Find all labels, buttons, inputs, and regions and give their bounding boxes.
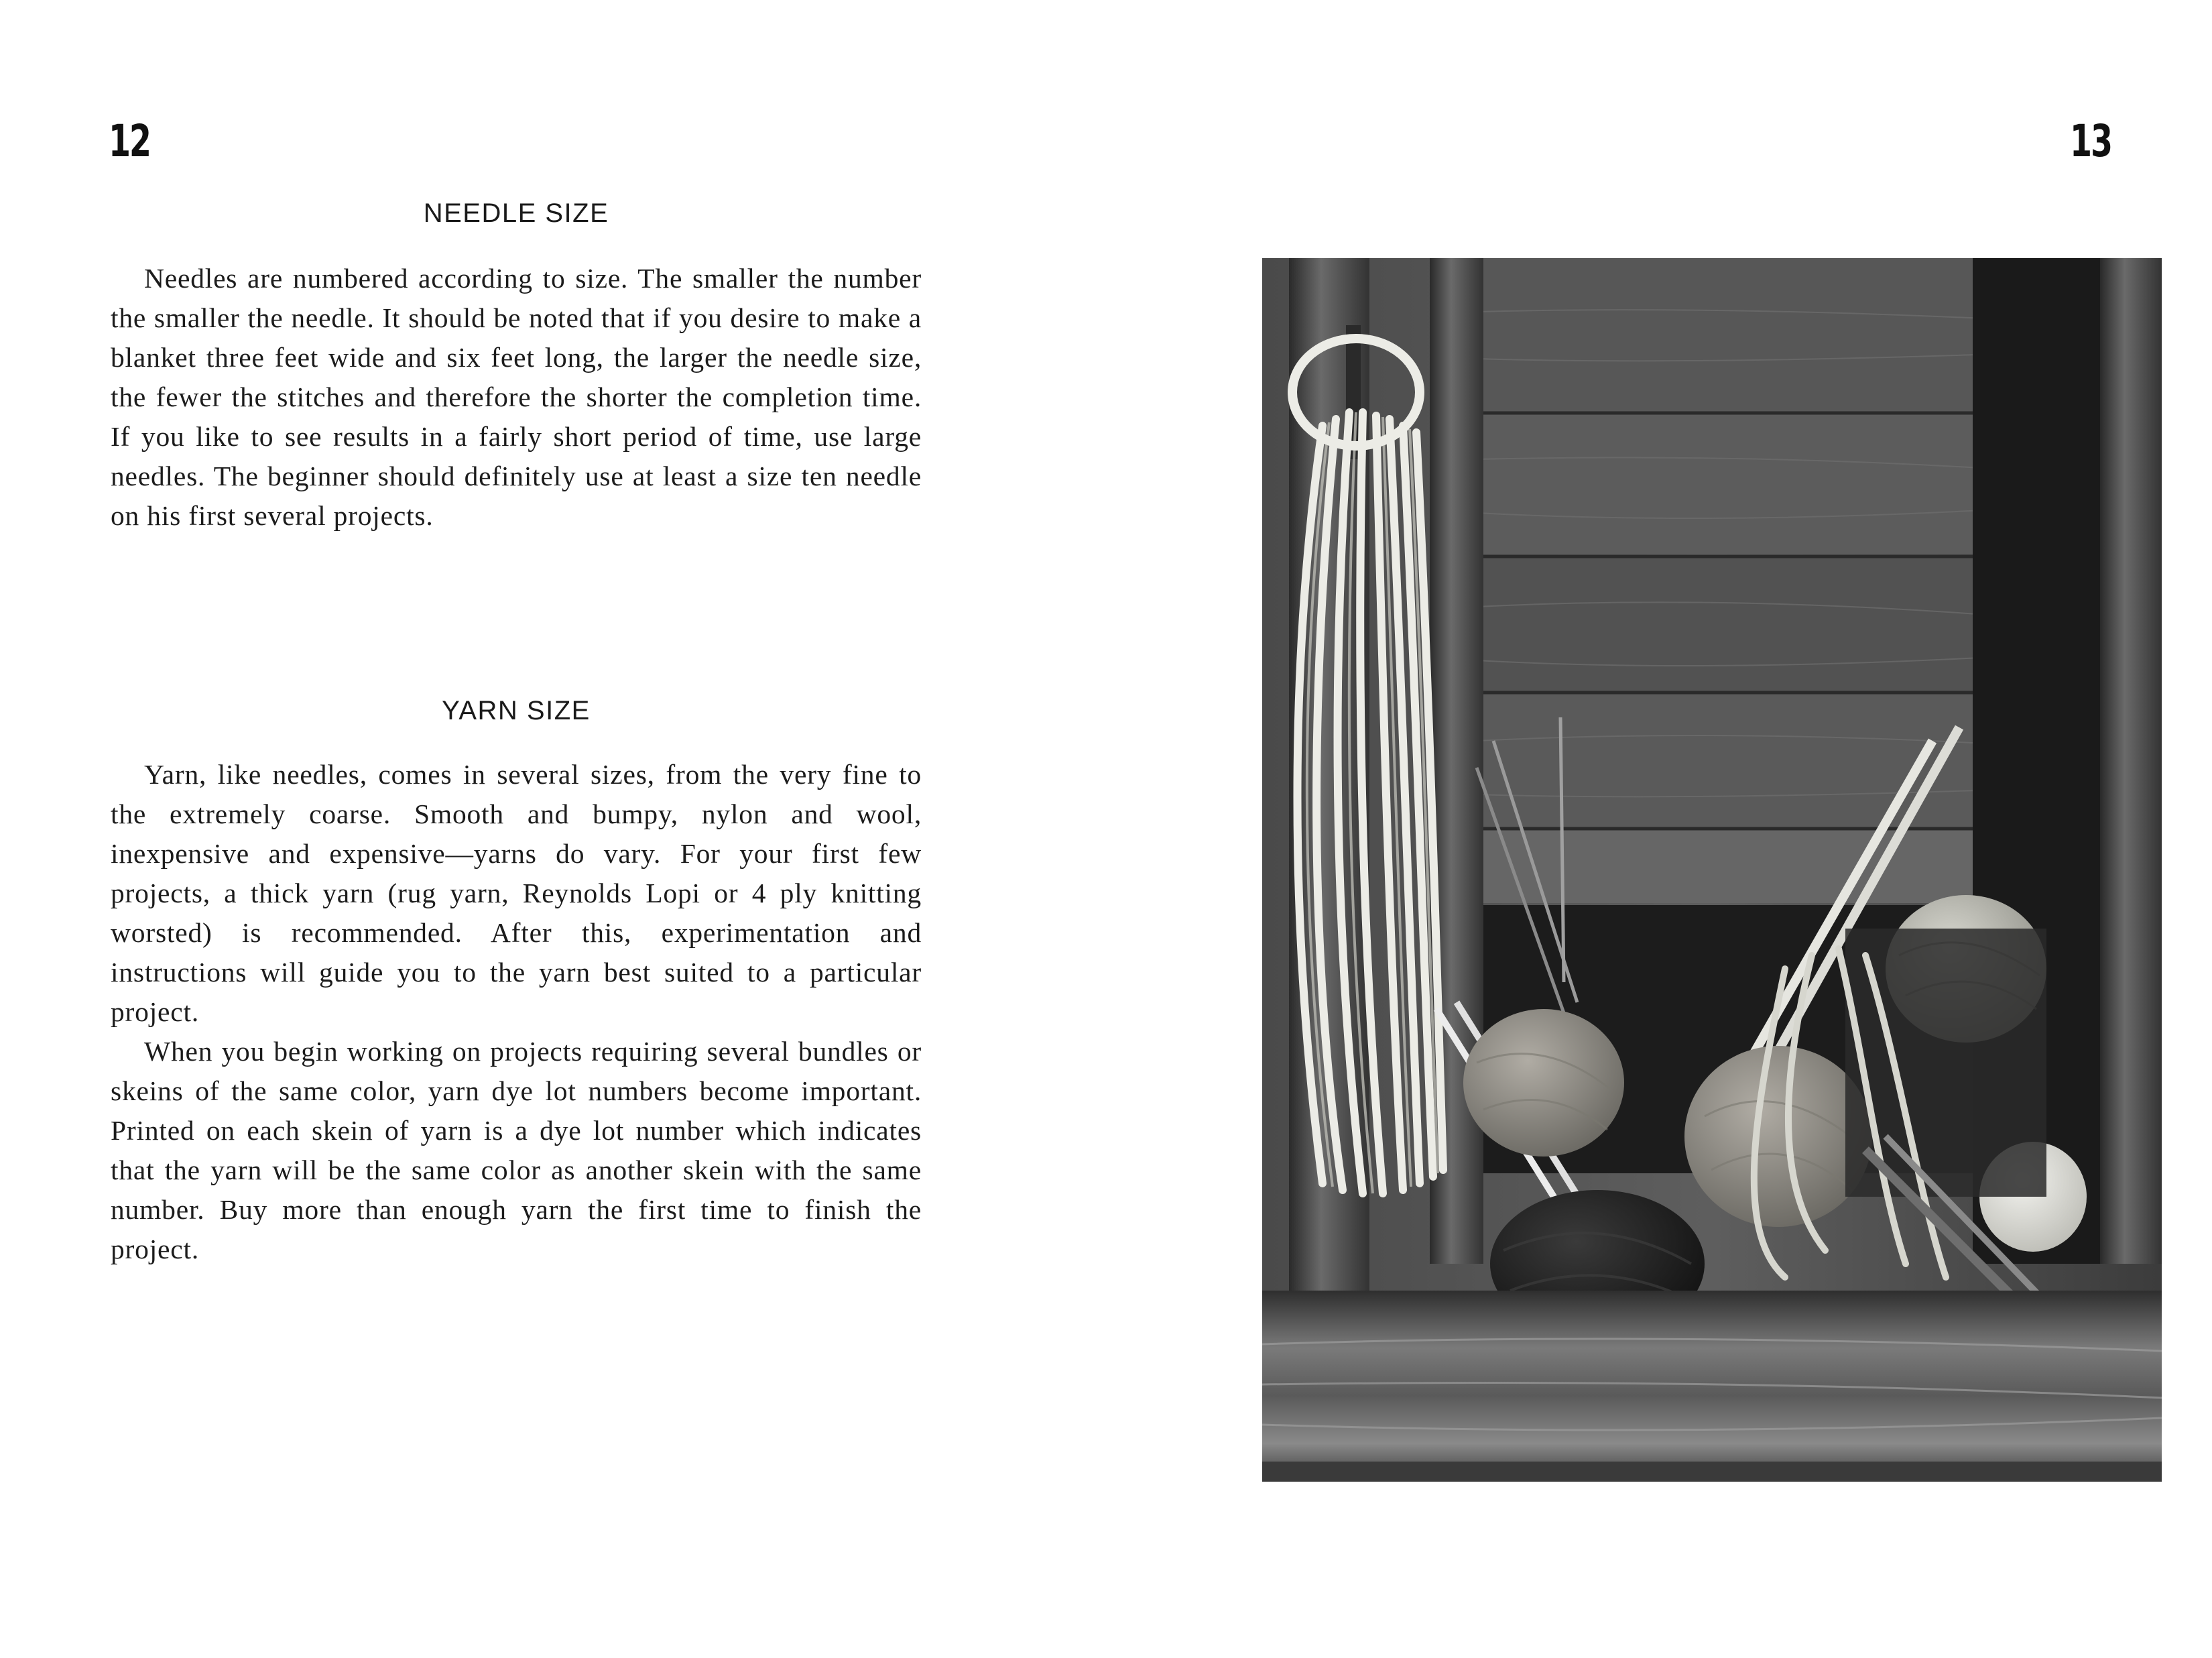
paragraph: Yarn, like needles, comes in several sizes, from the very fine to the extremely coarse. Smooth and bumpy, nylon and wool, inexpensive and expensive—yarns do vary. For your first few projects, a thick yarn (rug yarn, Reynolds Lopi or 4 ply knitting worsted) is recommended. After this, experimentation and instructions will guide you to the yarn best suited to a particular project. [111, 759, 922, 1027]
section-heading-needle-size: NEEDLE SIZE [423, 198, 609, 228]
paragraph: Needles are numbered according to size. The smaller the number the smaller the needle. It should be noted that if you desire to make a blanket three feet wide and six feet long, the larger the needle size, the fewer the stitches and therefore the shorter the completion time. If you like to see results in a fairly short period of time, use large needles. The beginner should definitely use at least a size ten needle on his first several projects. [111, 263, 922, 531]
page-number-right: 13 [2070, 115, 2111, 167]
yarn-size-body [111, 755, 922, 1269]
section-heading-yarn-size: YARN SIZE [442, 696, 591, 725]
paragraph: When you begin working on projects requiring several bundles or skeins of the same color, yarn dye lot numbers become important. Printed on each skein of yarn is a dye lot number which indicates that the yarn will be the same color as another skein with the same number. Buy more than enough yarn the first time to finish the project. [111, 1036, 922, 1264]
page-number-left: 12 [109, 115, 150, 167]
yarn-and-needles-photo [1262, 258, 2162, 1482]
needle-size-body [111, 259, 922, 536]
